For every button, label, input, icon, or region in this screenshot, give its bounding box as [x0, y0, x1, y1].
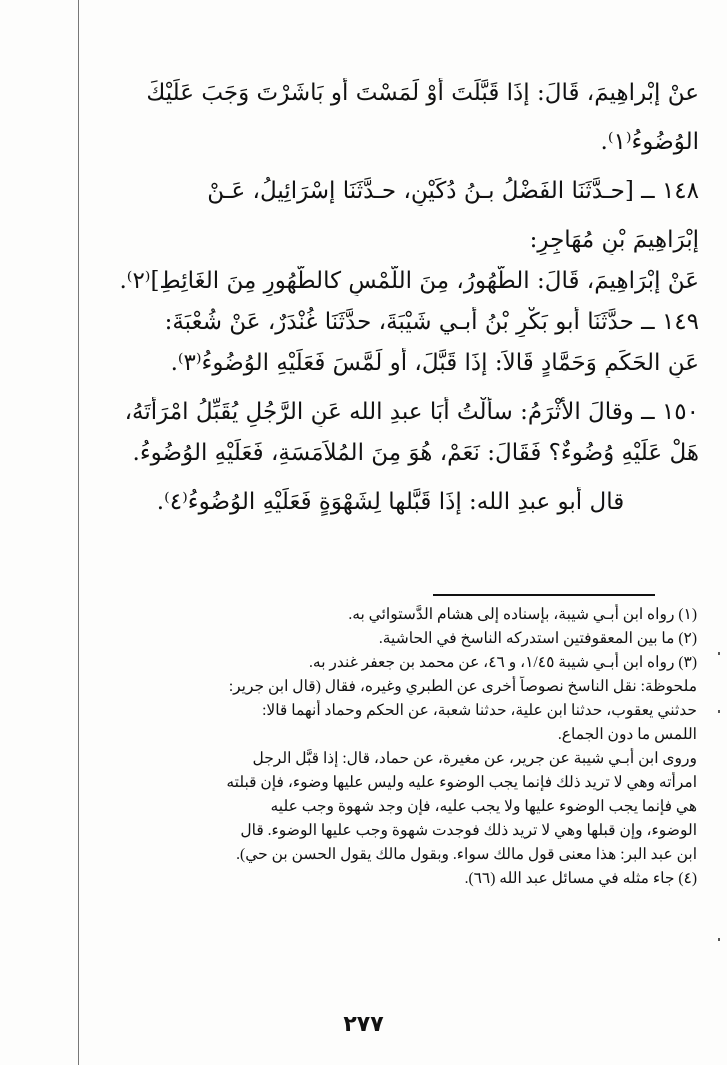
page-number: ٢٧٧	[343, 1012, 384, 1037]
text-line: عَنْ إبْرَاهِيمَ، قَالَ: الطُّهُورُ، مِنَ اللَّمْسِ كالطُّهُورِ مِنَ الغَائِطِ]⁽٢⁾.	[119, 268, 699, 294]
text-line: إبْرَاهِيمَ بْنِ مُهَاجِرٍ:	[529, 227, 699, 253]
scan-mark	[718, 938, 720, 941]
footnote-line: وروى ابن أبـي شيبة عن جرير، عن مغيرة، عن حماد، قال: إذا قبَّل الرجل	[252, 750, 697, 767]
main-text	[82, 78, 699, 536]
text-line: ١٤٨ ــ [حـدَّثَنَا الفَضْلُ بـنُ دُكَيْنٍ، حـدَّثَنَا إسْرَائِيلُ، عَـنْ	[207, 178, 699, 204]
text-line: قال أبو عبدِ الله: إذَا قَبَّلها لِشَهْوَةٍ فَعَلَيْهِ الوُضُوءُ⁽٤⁾.	[156, 489, 625, 515]
footnote-line: ملحوظة: نقل الناسخ نصوصاً أخرى عن الطبري وغيره، فقال (قال ابن جرير:	[228, 678, 697, 695]
footnote-line: (٣) رواه ابن أبـي شيبة ١/٤٥، و ٤٦، عن محمد بن جعفر غندر به.	[309, 654, 697, 671]
text-line: عَنِ الحَكَمِ وَحَمَّادٍ قَالاَ: إذَا قَبَّلَ، أو لَمَّسَ فَعَلَيْهِ الوُضُوءُ⁽٣⁾.	[170, 350, 699, 376]
footnote-line: (٢) ما بين المعقوفتين استدركه الناسخ في الحاشية.	[378, 630, 697, 647]
scan-mark	[718, 710, 720, 713]
footnote-separator	[433, 594, 655, 596]
text-line: الوُضُوءُ⁽١⁾.	[600, 129, 699, 155]
footnote-line: هي فإنما يجب الوضوء عليها ولا يجب عليه، فإن وجد شهوة وجب عليه	[270, 798, 697, 815]
footnote-line: (١) رواه ابن أبـي شيبة، بإسناده إلى هشام الدَّستوائي به.	[348, 606, 697, 623]
footnote-line: حدثني يعقوب، حدثنا ابن علية، حدثنا شعبة، عن الحكم وحماد أنهما قالا:	[262, 702, 697, 719]
footnote-line: (٤) جاء مثله في مسائل عبد الله (٦٦).	[464, 870, 697, 887]
footnote-line: امرأته وهي لا تريد ذلك فإنما يجب الوضوء عليه وليس عليها وضوء، فإن قبلته	[226, 774, 697, 791]
footnotes	[72, 604, 697, 892]
footnote-line: ابن عبد البر: هذا معنى قول مالك سواء. وبقول مالك يقول الحسن بن حي).	[236, 846, 697, 863]
text-line: عنْ إبْراهِيمَ، قَالَ: إذَا قَبَّلَتَ أَوْ لَمَسْتَ أو بَاشَرْتَ وَجَبَ عَلَيْكَ	[146, 80, 699, 106]
footnote-line: اللمس ما دون الجماع.	[557, 726, 697, 743]
scan-mark	[718, 652, 720, 655]
text-line: ١٤٩ ــ حدَّثَنَا أبو بَكْرِ بْنُ أبـي شَيْبَةَ، حدَّثَنَا غُنْدَرٌ، عَنْ شُعْبَةَ:	[164, 309, 699, 335]
footnote-line: الوضوء، وإن قبلها وهي لا تريد ذلك فوجدت شهوة وجب عليها الوضوء. قال	[240, 822, 697, 839]
binding-rule	[78, 0, 79, 1065]
text-line: ١٥٠ ــ وقالَ الأَثْرَمُ: سأَلْتُ أَبَا عبدِ الله عَنِ الرَّجُلِ يُقَبِّلُ امْرَأَتَهُ،	[124, 399, 699, 425]
text-line: هَلْ عَلَيْهِ وُضُوءٌ؟ فَقَالَ: نَعَمْ، هُوَ مِنَ المُلاَمَسَةِ، فَعَلَيْهِ الوُضُوءُ.	[132, 440, 699, 466]
